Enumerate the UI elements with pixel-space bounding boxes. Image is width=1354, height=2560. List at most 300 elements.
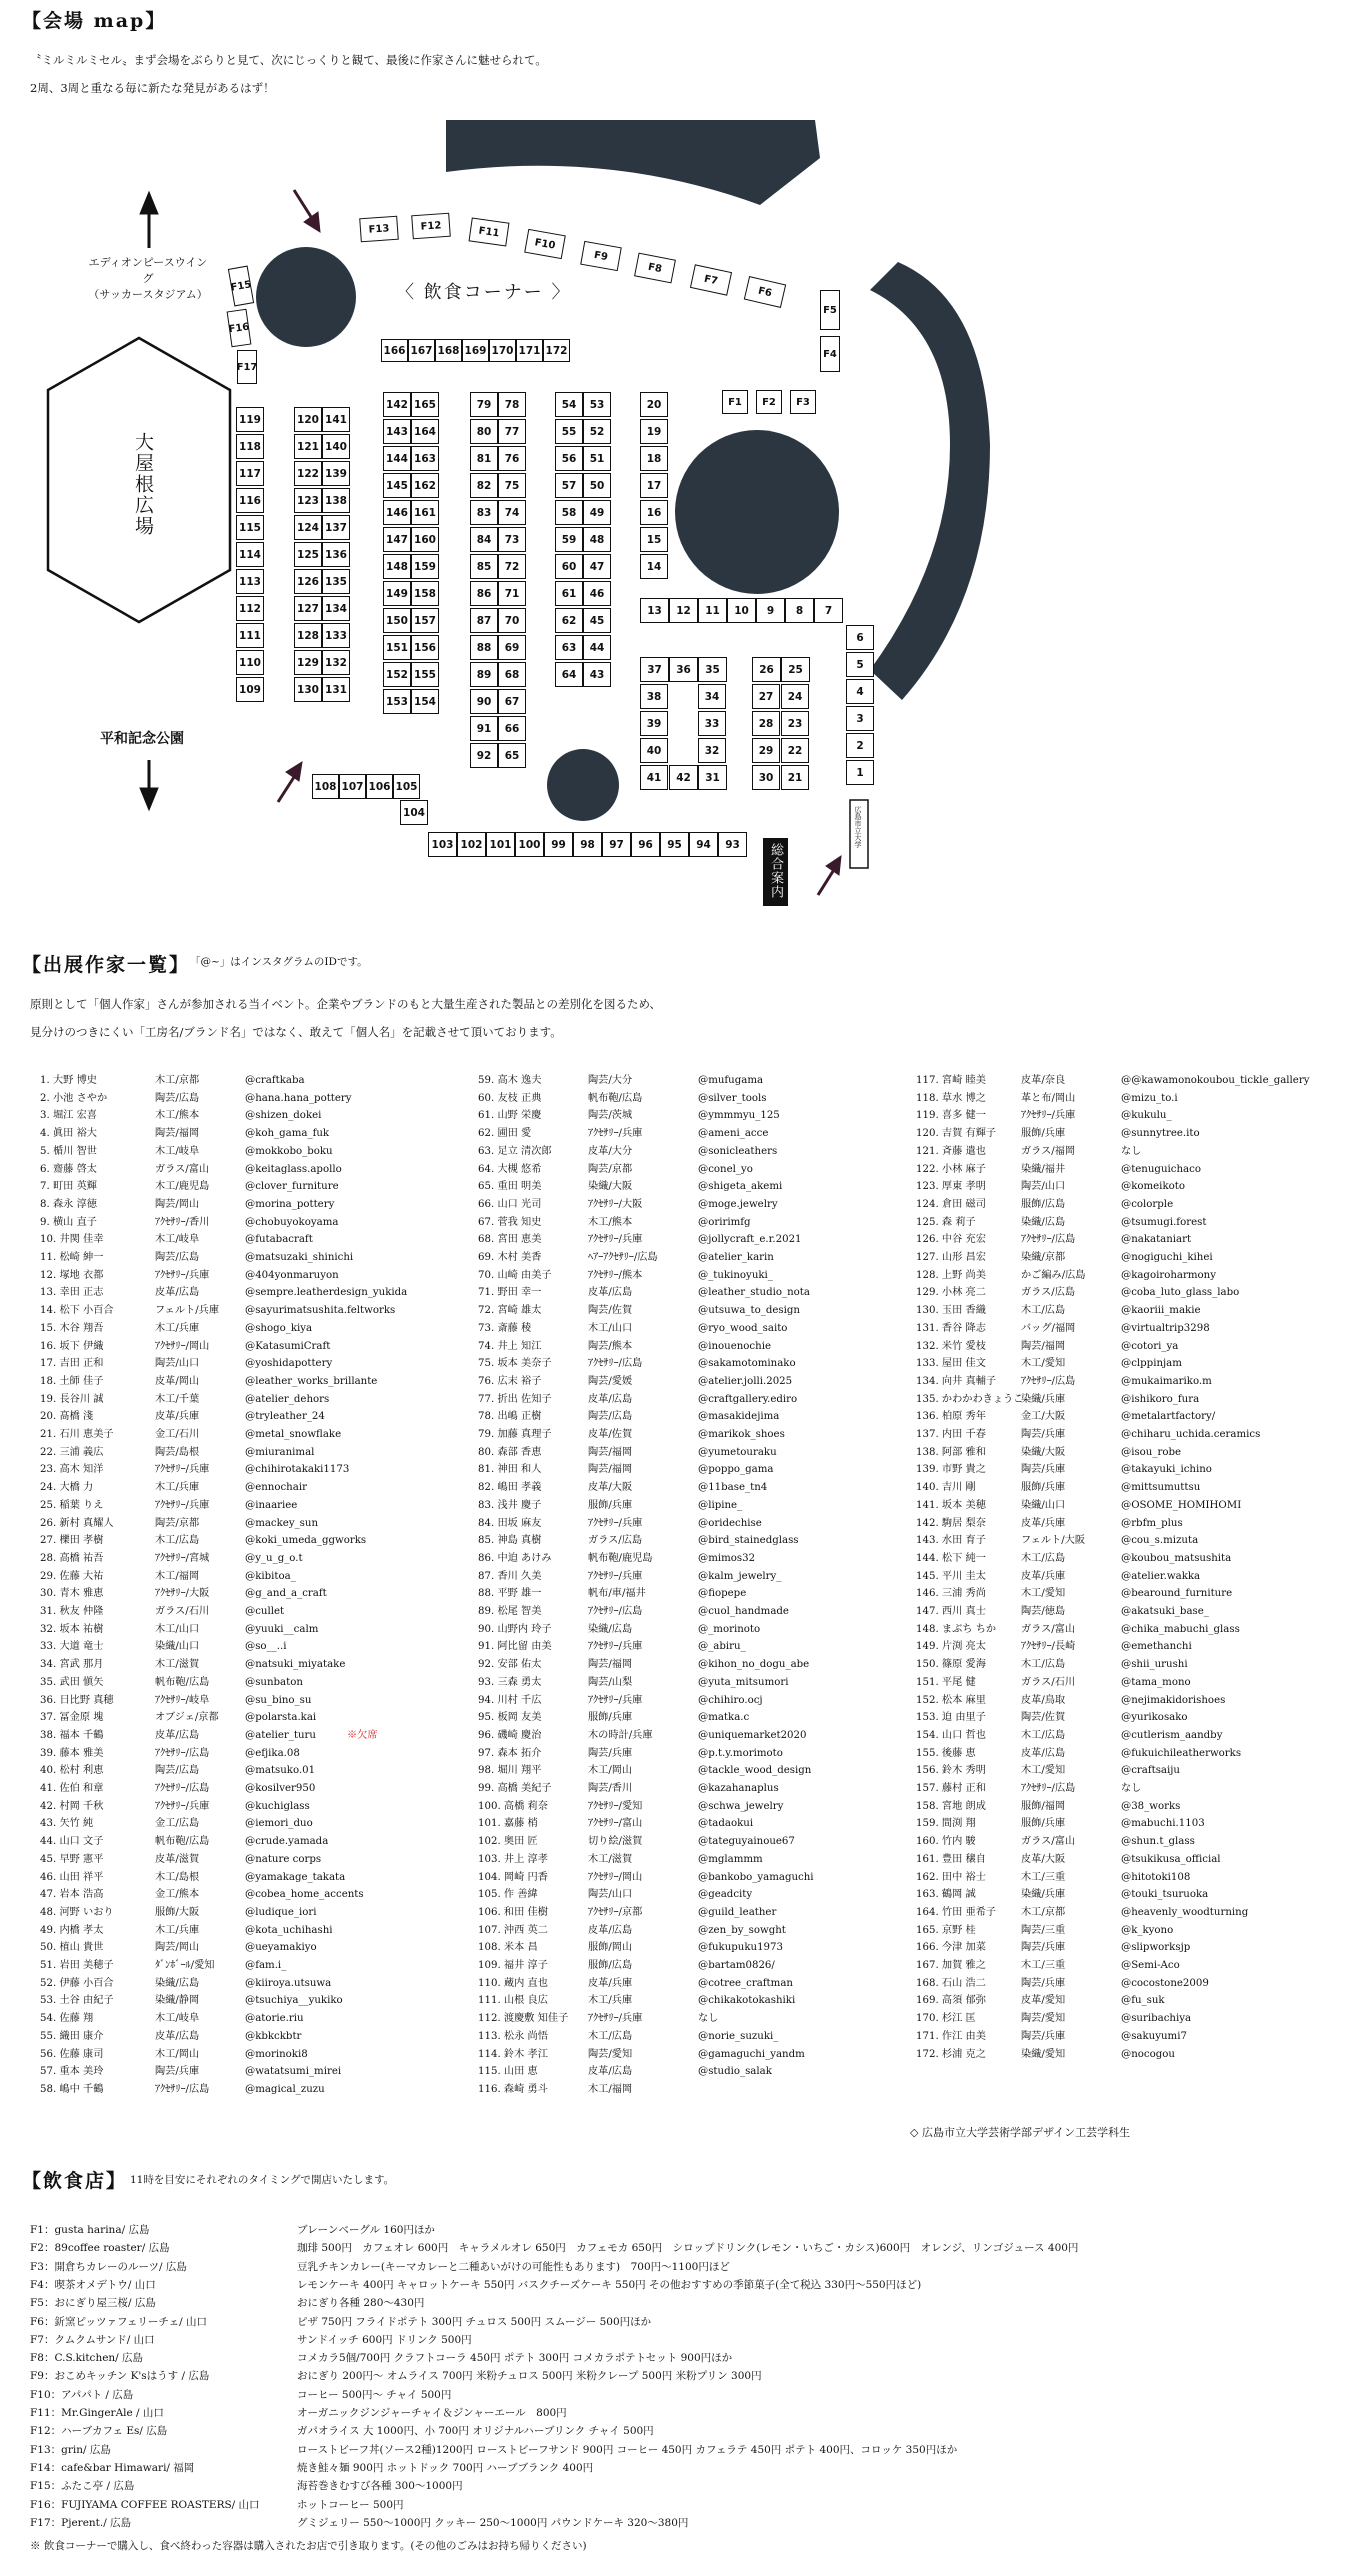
booth-133[interactable]: 133: [322, 623, 350, 648]
booth-75[interactable]: 75: [498, 473, 526, 498]
booth-96[interactable]: 96: [631, 832, 660, 857]
booth-1[interactable]: 1: [846, 760, 874, 785]
booth-118[interactable]: 118: [236, 434, 264, 459]
artist-instagram[interactable]: @iemori_duo: [245, 1818, 313, 1830]
artist-instagram[interactable]: @kazahanaplus: [698, 1783, 779, 1794]
booth-116[interactable]: 116: [236, 488, 264, 513]
artist-instagram[interactable]: @kbkckbtr: [245, 2030, 302, 2042]
artist-instagram[interactable]: @jollycraft_e.r.2021: [698, 1234, 802, 1246]
artist-instagram[interactable]: @chihirotakaki1173: [245, 1464, 350, 1476]
artist-instagram[interactable]: @shogo_kiya: [245, 1322, 313, 1334]
booth-25[interactable]: 25: [781, 657, 810, 682]
booth-31[interactable]: 31: [698, 765, 727, 790]
booth-98[interactable]: 98: [573, 832, 602, 857]
booth-51[interactable]: 51: [583, 446, 611, 471]
booth-f13[interactable]: F13: [359, 216, 399, 243]
booth-146[interactable]: 146: [383, 500, 411, 525]
booth-2[interactable]: 2: [846, 733, 874, 758]
artist-instagram[interactable]: @heavenly_woodturning: [1121, 1906, 1249, 1918]
artist-instagram[interactable]: @yuta_mitsumori: [698, 1676, 789, 1688]
booth-39[interactable]: 39: [640, 711, 668, 736]
booth-83[interactable]: 83: [470, 500, 498, 525]
artist-instagram[interactable]: @koki_umeda_ggworks: [245, 1535, 367, 1547]
booth-138[interactable]: 138: [322, 488, 350, 513]
booth-117[interactable]: 117: [236, 461, 264, 486]
booth-34[interactable]: 34: [698, 684, 726, 709]
booth-101[interactable]: 101: [486, 832, 515, 857]
artist-instagram[interactable]: @chikakotokashiki: [698, 1995, 796, 2007]
artist-instagram[interactable]: @slipworksjp: [1121, 1942, 1191, 1954]
booth-57[interactable]: 57: [555, 473, 583, 498]
artist-instagram[interactable]: @geadcity: [698, 1889, 753, 1901]
booth-165[interactable]: 165: [411, 392, 439, 417]
booth-97[interactable]: 97: [602, 832, 631, 857]
booth-20[interactable]: 20: [640, 392, 668, 417]
booth-143[interactable]: 143: [383, 419, 411, 444]
booth-16[interactable]: 16: [640, 500, 668, 525]
booth-134[interactable]: 134: [322, 596, 350, 621]
booth-f2[interactable]: F2: [756, 390, 782, 414]
booth-f11[interactable]: F11: [469, 217, 510, 246]
artist-instagram[interactable]: @metalartfactory/: [1121, 1411, 1216, 1423]
booth-162[interactable]: 162: [411, 473, 439, 498]
artist-instagram[interactable]: @ueyamakiyo: [245, 1942, 317, 1954]
booth-41[interactable]: 41: [640, 765, 668, 790]
booth-148[interactable]: 148: [383, 554, 411, 579]
booth-45[interactable]: 45: [583, 608, 611, 633]
artist-instagram[interactable]: @oridechise: [698, 1517, 762, 1529]
artist-instagram[interactable]: @watatsumi_mirei: [245, 2066, 342, 2078]
booth-80[interactable]: 80: [470, 419, 498, 444]
booth-164[interactable]: 164: [411, 419, 439, 444]
artist-instagram[interactable]: @metal_snowflake: [245, 1429, 342, 1440]
artist-instagram[interactable]: @mukaimariko.m: [1121, 1375, 1212, 1387]
booth-60[interactable]: 60: [555, 554, 583, 579]
artist-instagram[interactable]: @morinoki8: [245, 2048, 308, 2060]
booth-73[interactable]: 73: [498, 527, 526, 552]
booth-3[interactable]: 3: [846, 706, 874, 731]
artist-instagram[interactable]: @tackle_wood_design: [698, 1765, 812, 1777]
artist-instagram[interactable]: @_morinoto: [698, 1623, 761, 1635]
artist-instagram[interactable]: @ennochair: [245, 1482, 307, 1494]
booth-113[interactable]: 113: [236, 569, 264, 594]
booth-111[interactable]: 111: [236, 623, 264, 648]
booth-6[interactable]: 6: [846, 625, 874, 650]
artist-instagram[interactable]: @tsumugi.forest: [1121, 1216, 1207, 1228]
booth-90[interactable]: 90: [470, 689, 498, 714]
artist-instagram[interactable]: @gamaguchi_yandm: [698, 2048, 805, 2060]
booth-82[interactable]: 82: [470, 473, 498, 498]
artist-instagram[interactable]: @bird_stainedglass: [698, 1535, 799, 1547]
booth-11[interactable]: 11: [698, 598, 727, 623]
artist-instagram[interactable]: @cocostone2009: [1121, 1977, 1209, 1989]
artist-instagram[interactable]: @clppinjam: [1121, 1358, 1182, 1370]
booth-127[interactable]: 127: [294, 596, 322, 621]
booth-107[interactable]: 107: [339, 774, 366, 799]
booth-147[interactable]: 147: [383, 527, 411, 552]
booth-48[interactable]: 48: [583, 527, 611, 552]
artist-instagram[interactable]: @ymmmyu_125: [698, 1110, 780, 1122]
artist-instagram[interactable]: @leather_studio_nota: [698, 1287, 810, 1299]
artist-instagram[interactable]: @cotree_craftman: [698, 1977, 793, 1989]
artist-instagram[interactable]: @kota_uchihashi: [245, 1924, 333, 1936]
booth-168[interactable]: 168: [435, 339, 462, 362]
artist-instagram[interactable]: @38_works: [1121, 1800, 1181, 1812]
artist-instagram[interactable]: @sunbaton: [245, 1676, 303, 1688]
artist-instagram[interactable]: @OSOME_HOMIHOMI: [1121, 1499, 1242, 1511]
booth-103[interactable]: 103: [428, 832, 457, 857]
artist-instagram[interactable]: @craftkaba: [245, 1075, 305, 1086]
booth-61[interactable]: 61: [555, 581, 583, 606]
booth-88[interactable]: 88: [470, 635, 498, 660]
artist-instagram[interactable]: @cotori_ya: [1121, 1340, 1179, 1352]
booth-92[interactable]: 92: [470, 743, 498, 768]
artist-instagram[interactable]: @colorple: [1121, 1198, 1174, 1210]
booth-52[interactable]: 52: [583, 419, 611, 444]
booth-169[interactable]: 169: [462, 339, 489, 362]
booth-28[interactable]: 28: [752, 711, 780, 736]
artist-instagram[interactable]: @koh_gama_fuk: [245, 1128, 330, 1140]
booth-38[interactable]: 38: [640, 684, 668, 709]
artist-instagram[interactable]: @shizen_dokei: [245, 1110, 322, 1122]
artist-instagram[interactable]: @so__..i: [245, 1641, 287, 1653]
artist-instagram[interactable]: @mufugama: [698, 1075, 764, 1086]
booth-12[interactable]: 12: [669, 598, 698, 623]
artist-instagram[interactable]: @hana.hana_pottery: [245, 1092, 352, 1104]
artist-instagram[interactable]: @fukupuku1973: [698, 1942, 783, 1954]
artist-instagram[interactable]: @oririmfg: [698, 1216, 751, 1228]
booth-161[interactable]: 161: [411, 500, 439, 525]
artist-instagram[interactable]: @kiiroya.utsuwa: [245, 1977, 332, 1989]
booth-102[interactable]: 102: [457, 832, 486, 857]
booth-9[interactable]: 9: [756, 598, 785, 623]
booth-99[interactable]: 99: [544, 832, 573, 857]
booth-47[interactable]: 47: [583, 554, 611, 579]
booth-36[interactable]: 36: [669, 657, 698, 682]
artist-instagram[interactable]: @fam.i_: [245, 1960, 287, 1971]
booth-24[interactable]: 24: [781, 684, 809, 709]
artist-instagram[interactable]: @matka.c: [698, 1712, 750, 1724]
artist-instagram[interactable]: @sakuyumi7: [1121, 2030, 1187, 2042]
artist-instagram[interactable]: @k_kyono: [1121, 1924, 1174, 1936]
artist-instagram[interactable]: @bearound_furniture: [1121, 1588, 1233, 1600]
artist-instagram[interactable]: @yurikosako: [1121, 1712, 1188, 1724]
artist-instagram[interactable]: @fiopepe: [698, 1588, 747, 1600]
artist-instagram[interactable]: @KatasumiCraft: [245, 1340, 331, 1352]
booth-69[interactable]: 69: [498, 635, 526, 660]
artist-instagram[interactable]: @_tukinoyuki_: [698, 1269, 773, 1281]
booth-115[interactable]: 115: [236, 515, 264, 540]
booth-71[interactable]: 71: [498, 581, 526, 606]
booth-53[interactable]: 53: [583, 392, 611, 417]
artist-instagram[interactable]: @y_u_g_o.t: [245, 1552, 303, 1564]
booth-67[interactable]: 67: [498, 689, 526, 714]
booth-154[interactable]: 154: [411, 689, 439, 714]
booth-f9[interactable]: F9: [580, 241, 622, 271]
artist-instagram[interactable]: @cuol_handmade: [698, 1606, 789, 1617]
artist-instagram[interactable]: @conel_yo: [698, 1163, 753, 1175]
booth-136[interactable]: 136: [322, 542, 350, 567]
booth-140[interactable]: 140: [322, 434, 350, 459]
booth-125[interactable]: 125: [294, 542, 322, 567]
booth-94[interactable]: 94: [689, 832, 718, 857]
booth-f15[interactable]: F15: [228, 266, 254, 307]
booth-4[interactable]: 4: [846, 679, 874, 704]
artist-instagram[interactable]: @poppo_gama: [698, 1464, 774, 1476]
booth-54[interactable]: 54: [555, 392, 583, 417]
artist-instagram[interactable]: @sempre.leatherdesign_yukida: [245, 1287, 408, 1299]
booth-f5[interactable]: F5: [820, 290, 840, 330]
artist-instagram[interactable]: @cou_s.mizuta: [1121, 1535, 1199, 1547]
booth-f12[interactable]: F12: [411, 213, 451, 240]
booth-150[interactable]: 150: [383, 608, 411, 633]
artist-instagram[interactable]: @chobuyokoyama: [245, 1216, 339, 1228]
artist-instagram[interactable]: @craftsaiju: [1121, 1765, 1180, 1777]
booth-33[interactable]: 33: [698, 711, 726, 736]
booth-119[interactable]: 119: [236, 407, 264, 432]
booth-23[interactable]: 23: [781, 711, 809, 736]
artist-instagram[interactable]: @yuuki__calm: [245, 1623, 319, 1635]
booth-f10[interactable]: F10: [524, 229, 566, 259]
artist-instagram[interactable]: @mimos32: [698, 1552, 756, 1564]
booth-122[interactable]: 122: [294, 461, 322, 486]
artist-instagram[interactable]: @ameni_acce: [698, 1128, 769, 1140]
booth-87[interactable]: 87: [470, 608, 498, 633]
artist-instagram[interactable]: @nakataniart: [1121, 1234, 1192, 1246]
artist-instagram[interactable]: @ishikoro_fura: [1121, 1393, 1200, 1405]
booth-126[interactable]: 126: [294, 569, 322, 594]
artist-instagram[interactable]: @silver_tools: [698, 1092, 767, 1104]
artist-instagram[interactable]: なし: [1121, 1145, 1142, 1157]
booth-158[interactable]: 158: [411, 581, 439, 606]
booth-104[interactable]: 104: [400, 800, 428, 825]
artist-instagram[interactable]: @lipine_: [698, 1499, 743, 1511]
booth-159[interactable]: 159: [411, 554, 439, 579]
booth-f3[interactable]: F3: [790, 390, 816, 414]
artist-instagram[interactable]: @tadaokui: [698, 1818, 754, 1830]
booth-62[interactable]: 62: [555, 608, 583, 633]
artist-instagram[interactable]: @rbfm_plus: [1121, 1517, 1183, 1529]
booth-86[interactable]: 86: [470, 581, 498, 606]
booth-167[interactable]: 167: [408, 339, 435, 362]
booth-10[interactable]: 10: [727, 598, 756, 623]
artist-instagram[interactable]: @tsuchiya__yukiko: [245, 1995, 343, 2007]
artist-instagram[interactable]: @atelier_dehors: [245, 1393, 330, 1405]
artist-instagram[interactable]: @shigeta_akemi: [698, 1181, 783, 1193]
booth-72[interactable]: 72: [498, 554, 526, 579]
booth-120[interactable]: 120: [294, 407, 322, 432]
artist-instagram[interactable]: @atelier.wakka: [1121, 1570, 1201, 1582]
artist-instagram[interactable]: @kihon_no_dogu_abe: [698, 1659, 810, 1671]
booth-100[interactable]: 100: [515, 832, 544, 857]
artist-instagram[interactable]: @atelier.jolli.2025: [698, 1375, 793, 1387]
artist-instagram[interactable]: @tryleather_24: [245, 1411, 325, 1423]
booth-55[interactable]: 55: [555, 419, 583, 444]
artist-instagram[interactable]: @nocogou: [1121, 2048, 1175, 2060]
booth-114[interactable]: 114: [236, 542, 264, 567]
artist-instagram[interactable]: @morina_pottery: [245, 1198, 335, 1210]
artist-instagram[interactable]: @ryo_wood_saito: [698, 1322, 788, 1334]
booth-42[interactable]: 42: [669, 765, 698, 790]
artist-instagram[interactable]: @chiharu_uchida.ceramics: [1121, 1429, 1261, 1440]
booth-145[interactable]: 145: [383, 473, 411, 498]
booth-135[interactable]: 135: [322, 569, 350, 594]
booth-13[interactable]: 13: [640, 598, 669, 623]
booth-56[interactable]: 56: [555, 446, 583, 471]
booth-7[interactable]: 7: [814, 598, 843, 623]
booth-137[interactable]: 137: [322, 515, 350, 540]
booth-22[interactable]: 22: [781, 738, 809, 763]
booth-157[interactable]: 157: [411, 608, 439, 633]
booth-30[interactable]: 30: [752, 765, 780, 790]
artist-instagram[interactable]: @studio_salak: [698, 2066, 772, 2078]
artist-instagram[interactable]: @sunnytree.ito: [1121, 1128, 1200, 1140]
artist-instagram[interactable]: @sonicleathers: [698, 1145, 778, 1157]
artist-instagram[interactable]: @virtualtrip3298: [1121, 1322, 1210, 1334]
artist-instagram[interactable]: @fukuichileatherworks: [1121, 1747, 1242, 1759]
artist-instagram[interactable]: @crude.yamada: [245, 1836, 329, 1848]
artist-instagram[interactable]: @utsuwa_to_design: [698, 1305, 800, 1317]
artist-instagram[interactable]: @efjika.08: [245, 1747, 300, 1759]
artist-instagram[interactable]: @bartam0826/: [698, 1960, 775, 1971]
artist-instagram[interactable]: @cutlerism_aandby: [1121, 1729, 1223, 1741]
artist-instagram[interactable]: @tateguyainoue67: [698, 1836, 795, 1848]
artist-instagram[interactable]: @hitotoki108: [1121, 1871, 1191, 1883]
booth-153[interactable]: 153: [383, 689, 411, 714]
artist-instagram[interactable]: @moge.jewelry: [698, 1198, 778, 1210]
artist-instagram[interactable]: @inouenochie: [698, 1340, 771, 1352]
artist-instagram[interactable]: @akatsuki_base_: [1121, 1606, 1209, 1617]
artist-instagram[interactable]: @emethanchi: [1121, 1641, 1192, 1653]
booth-106[interactable]: 106: [366, 774, 393, 799]
artist-instagram[interactable]: @Semi-Aco: [1121, 1960, 1180, 1971]
booth-32[interactable]: 32: [698, 738, 726, 763]
artist-instagram[interactable]: @mackey_sun: [245, 1517, 319, 1529]
artist-instagram[interactable]: @matsuko.01: [245, 1765, 316, 1777]
booth-f7[interactable]: F7: [690, 264, 732, 295]
booth-110[interactable]: 110: [236, 650, 264, 675]
artist-instagram[interactable]: @bankobo_yamaguchi: [698, 1871, 814, 1883]
booth-108[interactable]: 108: [312, 774, 339, 799]
artist-instagram[interactable]: @nejimakidorishoes: [1121, 1694, 1226, 1706]
artist-instagram[interactable]: @mittsumuttsu: [1121, 1482, 1201, 1494]
artist-instagram[interactable]: @coba_luto_glass_labo: [1121, 1287, 1240, 1299]
artist-instagram[interactable]: @schwa_jewelry: [698, 1800, 784, 1812]
booth-151[interactable]: 151: [383, 635, 411, 660]
artist-instagram[interactable]: @natsuki_miyatake: [245, 1659, 346, 1671]
artist-instagram[interactable]: @leather_works_brillante: [245, 1375, 378, 1387]
booth-155[interactable]: 155: [411, 662, 439, 687]
booth-149[interactable]: 149: [383, 581, 411, 606]
artist-instagram[interactable]: @11base_tn4: [698, 1482, 768, 1494]
booth-49[interactable]: 49: [583, 500, 611, 525]
artist-instagram[interactable]: @sakamotominako: [698, 1358, 796, 1370]
artist-instagram[interactable]: @sayurimatsushita.feltworks: [245, 1305, 396, 1317]
artist-instagram[interactable]: @matsuzaki_shinichi: [245, 1252, 354, 1263]
artist-instagram[interactable]: @p.t.y.morimoto: [698, 1747, 783, 1759]
booth-112[interactable]: 112: [236, 596, 264, 621]
artist-instagram[interactable]: @tsukikusa_official: [1121, 1853, 1221, 1865]
booth-8[interactable]: 8: [785, 598, 814, 623]
artist-instagram[interactable]: @touki_tsuruoka: [1121, 1889, 1209, 1901]
artist-instagram[interactable]: @guild_leather: [698, 1906, 777, 1918]
artist-instagram[interactable]: @futabacraft: [245, 1234, 313, 1246]
artist-instagram[interactable]: @yamakage_takata: [245, 1871, 346, 1883]
booth-142[interactable]: 142: [383, 392, 411, 417]
booth-58[interactable]: 58: [555, 500, 583, 525]
booth-18[interactable]: 18: [640, 446, 668, 471]
artist-instagram[interactable]: @marikok_shoes: [698, 1429, 785, 1440]
artist-instagram[interactable]: @nogiguchi_kihei: [1121, 1252, 1213, 1263]
artist-instagram[interactable]: @su_bino_su: [245, 1694, 312, 1706]
artist-instagram[interactable]: なし: [698, 2013, 719, 2025]
booth-f1[interactable]: F1: [722, 390, 748, 414]
booth-171[interactable]: 171: [516, 339, 543, 362]
booth-166[interactable]: 166: [381, 339, 408, 362]
artist-instagram[interactable]: @g_and_a_craft: [245, 1588, 327, 1600]
artist-instagram[interactable]: @chihiro.ocj: [698, 1694, 763, 1706]
booth-95[interactable]: 95: [660, 832, 689, 857]
artist-instagram[interactable]: @kosilver950: [245, 1783, 316, 1794]
booth-93[interactable]: 93: [718, 832, 747, 857]
booth-139[interactable]: 139: [322, 461, 350, 486]
artist-instagram[interactable]: @mabuchi.1103: [1121, 1818, 1205, 1830]
booth-152[interactable]: 152: [383, 662, 411, 687]
artist-instagram[interactable]: @norie_suzuki_: [698, 2030, 779, 2042]
artist-instagram[interactable]: @tama_mono: [1121, 1676, 1191, 1688]
artist-instagram[interactable]: なし: [1121, 1783, 1142, 1794]
booth-160[interactable]: 160: [411, 527, 439, 552]
artist-instagram[interactable]: @yoshidapottery: [245, 1358, 333, 1370]
booth-74[interactable]: 74: [498, 500, 526, 525]
booth-5[interactable]: 5: [846, 652, 874, 677]
booth-77[interactable]: 77: [498, 419, 526, 444]
artist-instagram[interactable]: @yumetouraku: [698, 1446, 777, 1458]
artist-instagram[interactable]: @_abiru_: [698, 1641, 746, 1653]
artist-instagram[interactable]: @@kawamonokoubou_tickle_gallery: [1121, 1075, 1310, 1086]
booth-79[interactable]: 79: [470, 392, 498, 417]
booth-64[interactable]: 64: [555, 662, 583, 687]
artist-instagram[interactable]: @shun.t_glass: [1121, 1836, 1195, 1848]
booth-144[interactable]: 144: [383, 446, 411, 471]
booth-85[interactable]: 85: [470, 554, 498, 579]
artist-instagram[interactable]: @keitaglass.apollo: [245, 1163, 342, 1175]
booth-f17[interactable]: F17: [237, 350, 257, 384]
booth-35[interactable]: 35: [698, 657, 727, 682]
artist-instagram[interactable]: @cobea_home_accents: [245, 1889, 364, 1901]
artist-instagram[interactable]: @kaoriii_makie: [1121, 1305, 1201, 1317]
artist-instagram[interactable]: @kibitoa_: [245, 1570, 296, 1582]
booth-37[interactable]: 37: [640, 657, 669, 682]
artist-instagram[interactable]: @kagoiroharmony: [1121, 1269, 1216, 1281]
booth-63[interactable]: 63: [555, 635, 583, 660]
booth-109[interactable]: 109: [236, 677, 264, 702]
artist-instagram[interactable]: @kuchiglass: [245, 1800, 310, 1812]
booth-91[interactable]: 91: [470, 716, 498, 741]
artist-instagram[interactable]: @kukulu_: [1121, 1110, 1172, 1122]
artist-instagram[interactable]: @takayuki_ichino: [1121, 1464, 1212, 1476]
booth-27[interactable]: 27: [752, 684, 780, 709]
booth-21[interactable]: 21: [781, 765, 809, 790]
artist-instagram[interactable]: @atelier_karin: [698, 1252, 774, 1263]
booth-141[interactable]: 141: [322, 407, 350, 432]
booth-65[interactable]: 65: [498, 743, 526, 768]
booth-128[interactable]: 128: [294, 623, 322, 648]
booth-26[interactable]: 26: [752, 657, 781, 682]
booth-84[interactable]: 84: [470, 527, 498, 552]
artist-instagram[interactable]: @shii_urushi: [1121, 1659, 1188, 1671]
booth-43[interactable]: 43: [583, 662, 611, 687]
